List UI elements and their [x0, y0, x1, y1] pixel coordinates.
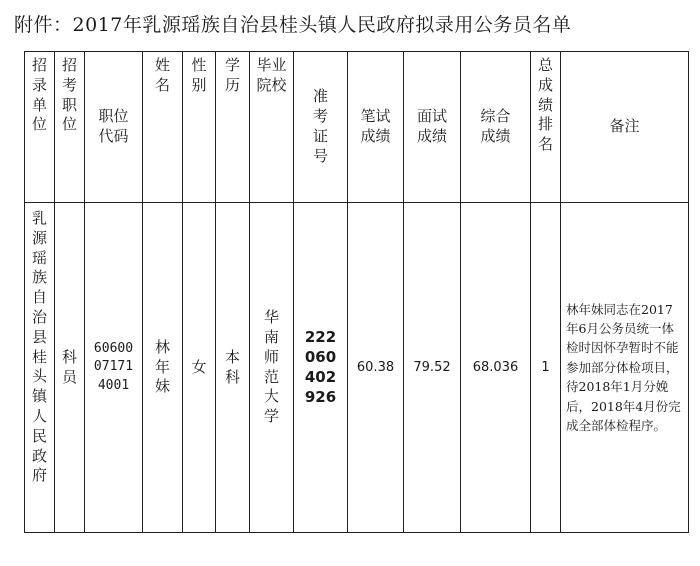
header-remark: 备注: [561, 52, 689, 203]
table-row: [25, 203, 689, 533]
cell-rank: 1: [531, 203, 561, 533]
header-written: 笔试成绩: [348, 52, 404, 203]
cell-code: 60600071714001: [85, 203, 143, 533]
header-total: 综合成绩: [461, 52, 531, 203]
cell-education: 本科: [216, 203, 250, 533]
header-position: 招考职位: [55, 52, 85, 203]
cell-written-score: 60.38: [348, 203, 404, 533]
header-gender: 性别: [183, 52, 216, 203]
header-school: 毕业院校: [250, 52, 294, 203]
cell-name: 林年妹: [143, 203, 183, 533]
cell-unit: 乳源瑶族自治县桂头镇人民政府: [25, 203, 55, 533]
header-interview: 面试成绩: [404, 52, 461, 203]
candidate-table: [24, 51, 689, 533]
cell-interview-score: 79.52: [404, 203, 461, 533]
cell-gender: 女: [183, 203, 216, 533]
cell-remark: 林年妹同志在2017年6月公务员统一体检时因怀孕暂时不能参加部分体检项目，待2018年1月分娩后，2018年4月份完成全部体检程序。: [561, 203, 689, 533]
header-unit: 招录单位: [25, 52, 55, 203]
header-name: 姓名: [143, 52, 183, 203]
document-title: 附件：2017年乳源瑶族自治县桂头镇人民政府拟录用公务员名单: [14, 14, 572, 36]
cell-position: 科员: [55, 203, 85, 533]
candidate-table-frame: [24, 51, 688, 533]
cell-total-score: 68.036: [461, 203, 531, 533]
cell-ticket: 222060402926: [294, 203, 348, 533]
header-ticket: 准考证号: [294, 52, 348, 203]
header-rank: 总成绩排名: [531, 52, 561, 203]
header-code: 职位代码: [85, 52, 143, 203]
header-row: [25, 52, 689, 203]
header-education: 学历: [216, 52, 250, 203]
cell-school: 华南师范大学: [250, 203, 294, 533]
